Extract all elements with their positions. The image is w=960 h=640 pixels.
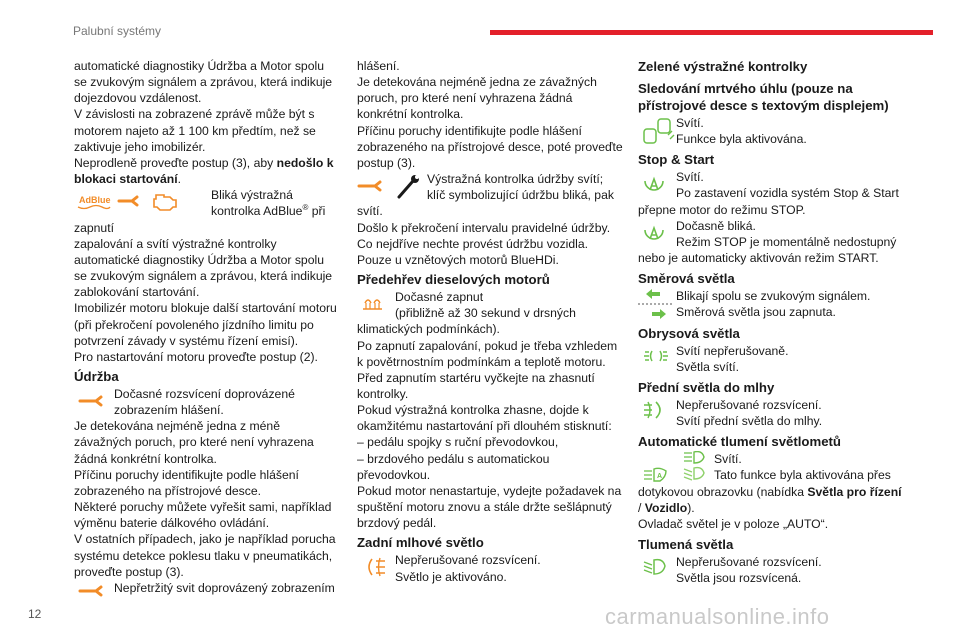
- udrzba-entry: [74, 386, 340, 418]
- preheat-entry: [357, 289, 623, 321]
- section-heading-mrtvy-uhel: Sledování mrtvého úhlu (pouze na přístrojové desce s textovým displejem): [638, 81, 889, 113]
- engine-icon: [154, 195, 176, 210]
- column-2: [357, 58, 623, 585]
- paragraph: hlášení.: [357, 59, 400, 73]
- stop-start-entry-1: [638, 169, 906, 201]
- paragraph: Ovladač světel je v poloze „AUTO“.: [638, 516, 829, 531]
- udrzba-text: Dočasné rozsvícení doprovázené zobrazením hlášení.: [114, 386, 295, 418]
- auto-dip-entry: [638, 451, 906, 483]
- service-text: Výstražná kontrolka údržby svítí; klíč symbolizující údržbu bliká, pak: [427, 172, 614, 203]
- glow-plug-icon: [357, 289, 395, 321]
- paragraph: Příčinu poruchy identifikujte podle hlášení zobrazeného na přístrojové desce, poté proveďte postup (3).: [357, 123, 623, 170]
- side-lights-entry: [638, 343, 906, 375]
- paragraph: přepne motor do režimu STOP.: [638, 202, 806, 217]
- section-heading-udrzba: Údržba: [74, 368, 119, 384]
- paragraph: automatické diagnostiky Údržba a Motor spolu se zvukovým signálem a zprávou, která indikuje dojezdovou vzdálenost.: [74, 59, 333, 106]
- blind-spot-line-1: Svítí.: [676, 116, 704, 130]
- paragraph: Po zapnutí zapalování, pokud je třeba vzhledem k povětrnostním podmínkám a teplotě motoru. Před zapnutím startéru vyčkejte na zhasnutí kontrolky.: [357, 338, 618, 401]
- preheat-line-1: Dočasné zapnut: [395, 290, 484, 305]
- dipped-beam-line-1: Nepřerušované rozsvícení.: [676, 554, 822, 569]
- section-heading-obrysova: Obrysová světla: [638, 325, 740, 341]
- adblue-entry: [74, 187, 340, 235]
- stop-start-entry-2: [638, 218, 906, 250]
- section-heading-mlhy: Přední světla do mlhy: [638, 379, 775, 395]
- auto-dip-line-1: Svítí.: [714, 452, 742, 467]
- svg-text:A: A: [657, 473, 663, 481]
- rear-fog-line-2: Světlo je aktivováno.: [395, 569, 507, 584]
- paragraph: Pokud motor nenastartuje, vydejte požadavek na spuštění motoru znovu a stále držte sešlápnutý brzdový pedál.: [357, 483, 622, 531]
- auto-dip-line-2: Tato funkce byla aktivována přes: [714, 468, 891, 483]
- blind-spot-line-2: Funkce byla aktivována.: [676, 132, 807, 147]
- stop-start-1-line-2: Po zastavení vozidla systém Stop & Start: [676, 186, 899, 201]
- section-heading-predehrev: Předehřev dieselových motorů: [357, 272, 550, 288]
- paragraph: V ostatních případech, jako je například porucha systému detekce poklesu tlaku v pneumatikách, proveďte postup (3).: [74, 532, 336, 579]
- blind-spot-icon: [638, 115, 676, 147]
- header-accent-bar: [490, 30, 933, 35]
- adblue-icon: [78, 193, 111, 209]
- high-beam-icon: [684, 452, 704, 463]
- adblue-text: Bliká výstražná kontrolka AdBlue® při zapnutí: [74, 188, 326, 235]
- paragraph: Pro nastartování motoru proveďte postup (2).: [74, 349, 318, 364]
- permanent-entry: [74, 580, 340, 600]
- wrench-icon: [119, 197, 137, 205]
- paragraph: V závislosti na zobrazené zprávě může být s motorem najeto až 1 100 km předtím, než se zaktivuje jeho imobilizér.: [74, 107, 316, 154]
- paragraph: svítí.: [357, 204, 383, 219]
- paragraph: klimatických podmínkách).: [357, 322, 500, 337]
- side-lights-line-1: Svítí nepřerušovaně.: [676, 343, 789, 358]
- paragraph: Je detekována nejméně jedna z méně závažných poruch, pro které není vyhrazena žádná konkrétní kontrolka.: [74, 419, 314, 466]
- section-heading-smerova: Směrová světla: [638, 271, 735, 287]
- running-header: Palubní systémy: [73, 24, 162, 38]
- turn-signal-line-1: Blikají spolu se zvukovým signálem.: [676, 289, 871, 304]
- rear-fog-icon: [357, 552, 395, 584]
- paragraph: Co nejdříve nechte provést údržbu vozidla.: [357, 236, 589, 251]
- stop-start-2-line-2: Režim STOP je momentálně nedostupný: [676, 234, 897, 249]
- paragraph: Neprodleně proveďte postup (3), aby nedošlo k blokaci startování.: [74, 155, 334, 187]
- rear-fog-line-1: Nepřerušované rozsvícení.: [395, 553, 541, 568]
- paragraph: Některé poruchy můžete vyřešit sami, například výměnu baterie dálkového ovládání.: [74, 500, 332, 531]
- stop-start-1-line-1: Svítí.: [676, 170, 704, 185]
- blind-spot-entry: [638, 115, 906, 147]
- front-fog-line-2: Svítí přední světla do mlhy.: [676, 414, 823, 429]
- column-1: [74, 58, 340, 600]
- rear-fog-entry: [357, 552, 623, 584]
- section-heading-mlhove: Zadní mlhové světlo: [357, 535, 484, 551]
- adblue-icons: [74, 187, 211, 219]
- turn-signal-entry: [638, 288, 906, 320]
- paragraph: zapalování a svítí výstražné kontrolky automatické diagnostiky Údržba a Motor spolu se zvukovým signálem a zprávou, která indikuje zablokování startování.: [74, 236, 333, 300]
- paragraph: Imobilizér motoru blokuje další startování motoru (při překročení povoleného jízdního limitu po potvrzení závady v systému řízení emisí).: [74, 301, 337, 348]
- section-heading-tlumena: Tlumená světla: [638, 536, 734, 552]
- paragraph: nebo je automaticky aktivován režim START.: [638, 251, 879, 266]
- auto-dip-icons: [638, 451, 714, 483]
- emphasis: nedošlo k blokaci startování: [74, 155, 334, 187]
- front-fog-entry: [638, 397, 906, 429]
- preheat-line-2: (přibližně až 30 sekund v drsných: [395, 306, 576, 321]
- dipped-beam-line-2: Světla jsou rozsvícená.: [676, 571, 802, 586]
- wrench-icon: [359, 182, 380, 190]
- front-fog-line-1: Nepřerušované rozsvícení.: [676, 397, 822, 412]
- section-heading-zelene: Zelené výstražné kontrolky: [638, 59, 808, 74]
- list-item: – pedálu spojky s ruční převodovkou,: [357, 435, 559, 450]
- side-lights-icon: [638, 343, 676, 375]
- spanner-icon: [399, 175, 419, 197]
- stop-start-2-line-1: Dočasně bliká.: [676, 218, 756, 233]
- wrench-icon: [74, 580, 114, 600]
- stop-start-icon: [638, 169, 676, 201]
- auto-headlamp-icon: [644, 469, 666, 482]
- column-3: [638, 58, 906, 586]
- section-heading-auto: Automatické tlumení světlometů: [638, 434, 841, 450]
- side-lights-line-2: Světla svítí.: [676, 359, 739, 374]
- paragraph: Pokud výstražná kontrolka zhasne, dojde k okamžitému nastartování při dlouhém stisknutí:: [357, 403, 612, 434]
- low-beam-icon: [684, 468, 704, 480]
- paragraph: Pouze u vznětových motorů BlueHDi.: [357, 252, 559, 267]
- turn-signal-line-2: Směrová světla jsou zapnuta.: [676, 305, 836, 320]
- permanent-text: Nepřetržitý svit doprovázený zobrazením: [114, 580, 335, 595]
- paragraph: Příčinu poruchy identifikujte podle hlášení zobrazeného na přístrojové desce.: [74, 467, 299, 498]
- list-item: – brzdového pedálu s automatickou převodovkou.: [357, 451, 550, 482]
- wrench-icon: [74, 386, 114, 418]
- turn-signal-icon: [638, 288, 676, 320]
- watermark: carmanualsonline.info: [605, 604, 830, 629]
- service-entry: [357, 171, 623, 203]
- dipped-beam-icon: [638, 554, 676, 586]
- svg-text:AdBlue: AdBlue: [79, 195, 111, 206]
- paragraph: Došlo k překročení intervalu pravidelné údržby.: [357, 220, 611, 235]
- section-heading-stop-start: Stop & Start: [638, 152, 715, 168]
- stop-start-icon: [638, 218, 676, 250]
- page-number: 12: [28, 607, 42, 621]
- front-fog-icon: [638, 397, 676, 429]
- paragraph: Je detekována nejméně jedna ze závažných poruch, pro které není vyhrazena žádná konkrétní kontrolka.: [357, 75, 597, 122]
- service-icons: [357, 171, 427, 203]
- paragraph: dotykovou obrazovku (nabídka Světla pro řízení / Vozidlo).: [638, 484, 902, 515]
- dipped-beam-entry: [638, 554, 906, 586]
